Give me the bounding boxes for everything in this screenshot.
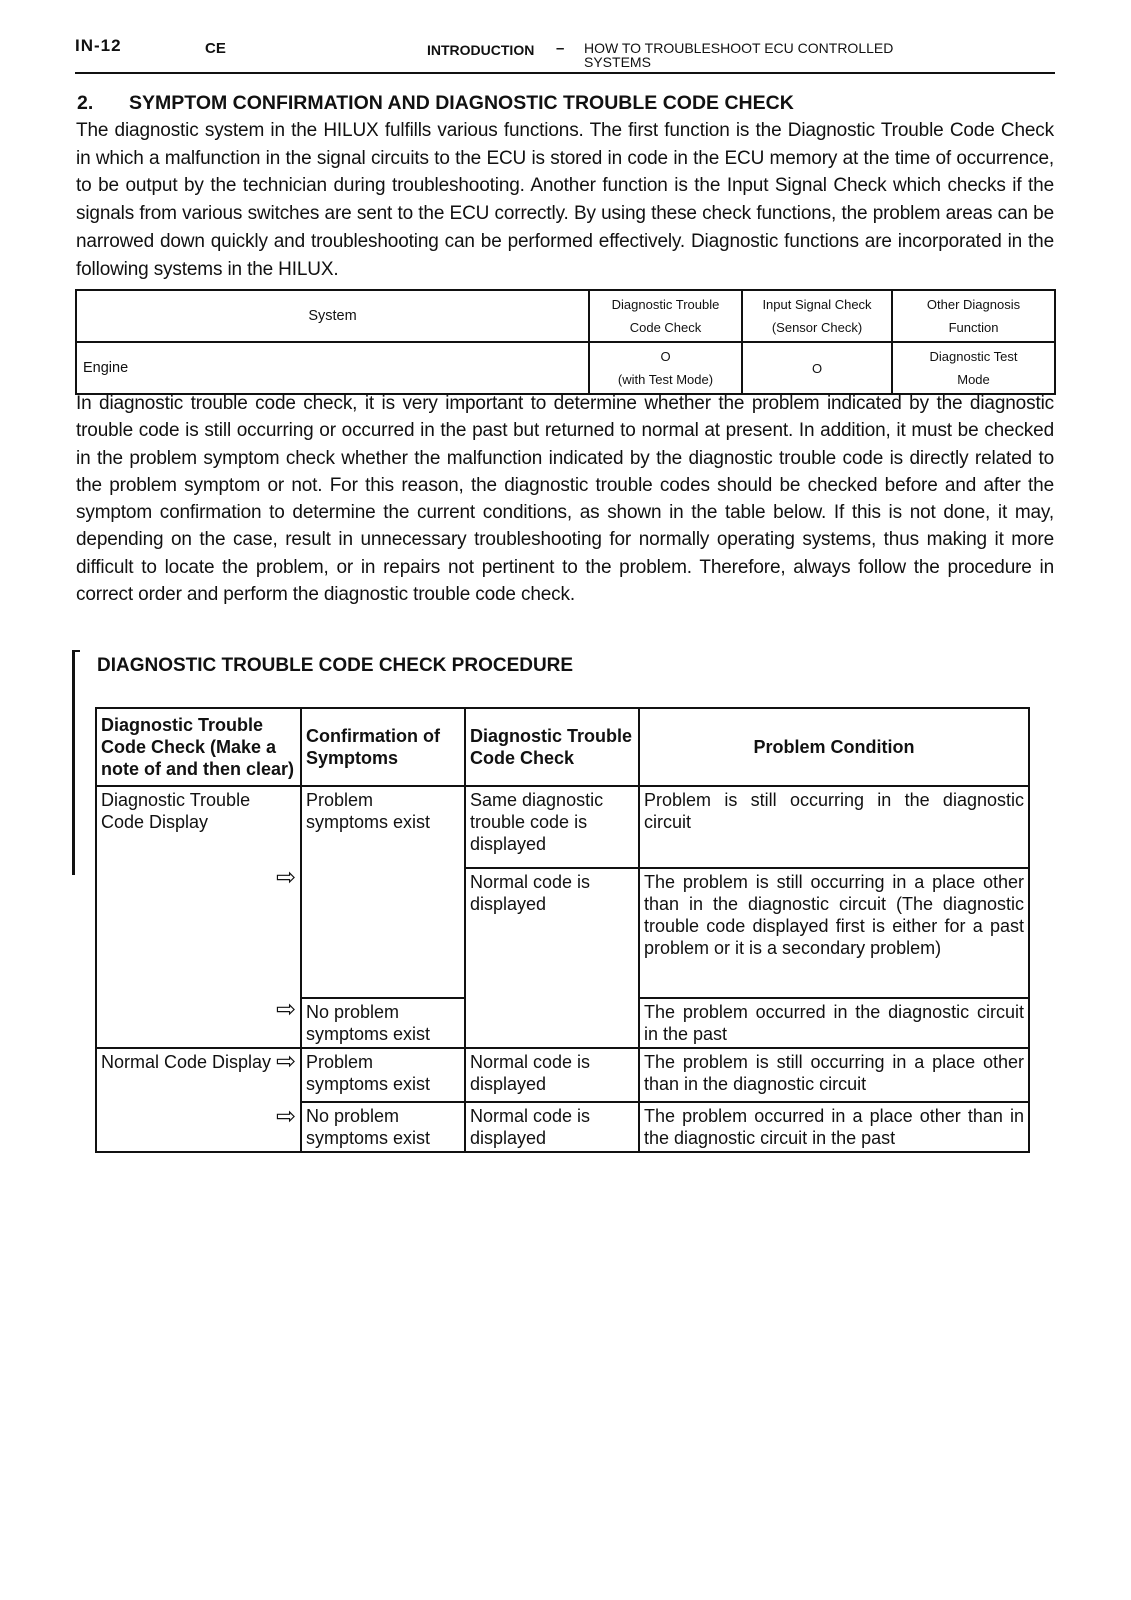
header-dtc-check-second: Diagnostic Trouble Code Check	[465, 708, 639, 786]
subsection-line-2: SYSTEMS	[584, 54, 651, 70]
cell-condition-3: The problem occurred in the diagnostic circuit in the past	[639, 998, 1029, 1048]
cell-symptoms-exist: Problem symptoms exist	[301, 786, 465, 998]
dtc-procedure-table	[95, 707, 1030, 1153]
page-number: IN-12	[75, 36, 122, 55]
arrow-right-icon: ⇨	[276, 1048, 297, 1075]
section-title	[77, 92, 794, 115]
table-row	[96, 1048, 1029, 1102]
header-rule	[75, 72, 1055, 74]
cell-no-symptoms-2: No problem symptoms exist	[301, 1102, 465, 1152]
system-engine: Engine	[76, 342, 589, 394]
header-dtc-line1: Diagnostic Trouble	[611, 297, 720, 312]
header-other-line2: Function	[948, 320, 999, 335]
header-other-line1: Other Diagnosis	[926, 297, 1021, 312]
section-heading: INTRODUCTION	[427, 42, 535, 58]
header-confirmation: Confirmation of Symptoms	[301, 708, 465, 786]
header-dtc-line2: Code Check	[629, 320, 702, 335]
manual-logo: CE	[205, 40, 226, 57]
table-row	[96, 786, 1029, 868]
header-other-diagnosis	[892, 290, 1055, 342]
intro-paragraph: The diagnostic system in the HILUX fulfills various functions. The first function is the Diagnostic Trouble Code Check in which a malfunction in the signal circuits to the ECU is stored in code in the ECU memory at the time of occurrence, to be output by the technician during troubleshooting. Another function is the Input Signal Check which checks if the signals from various switches are sent to the ECU correctly. By using these check functions, the problem areas can be narrowed down quickly and troubleshooting can be performed effectively. Diagnostic functions are incorporated in the following systems in the HILUX.	[76, 120, 1054, 280]
dtc-explanation-paragraph: In diagnostic trouble code check, it is very important to determine whether the problem indicated by the diagnostic trouble code is still occurring or occurred in the past but returned to normal at present. In addition, it must be checked in the problem symptom check whether the malfunction indicated by the diagnostic trouble code is directly related to the problem symptom or not. For this reason, the diagnostic trouble codes should be checked before and after the symptom confirmation to determine the current conditions, as shown in the table below. If this is not done, it may, depending on the case, result in unnecessary troubleshooting for normally operating systems, thus making it more difficult to locate the problem, or in repairs not pertinent to the problem. Therefore, always follow the procedure in correct order and perform the diagnostic trouble code check.	[76, 393, 1054, 606]
procedure-title: DIAGNOSTIC TROUBLE CODE CHECK PROCEDURE	[97, 655, 574, 676]
subsection-line-1: HOW TO TROUBLESHOOT ECU CONTROLLED	[584, 40, 894, 56]
cell-normal-display: Normal Code Display	[96, 1048, 301, 1152]
arrow-right-icon: ⇨	[276, 1103, 297, 1130]
procedure-bracket	[72, 650, 75, 875]
subsection-heading	[584, 41, 893, 69]
cell-condition-2: The problem is still occurring in a place other than in the diagnostic circuit (The diagnostic trouble code displayed first is either for a past problem or it is a secondary problem)	[639, 868, 1029, 998]
other-line1: Diagnostic Test	[929, 349, 1018, 364]
cell-no-symptoms: No problem symptoms exist	[301, 998, 465, 1048]
arrow-right-icon: ⇨	[276, 864, 297, 891]
engine-dtc-check	[589, 342, 742, 394]
cell-condition-1: Problem is still occurring in the diagnostic circuit	[639, 786, 1029, 868]
header-dash: –	[556, 40, 565, 57]
arrow-right-icon: ⇨	[276, 996, 297, 1023]
cell-symptoms-exist-2: Problem symptoms exist	[301, 1048, 465, 1102]
header-input-line1: Input Signal Check	[762, 297, 872, 312]
header-dtc-check-first: Diagnostic Trouble Code Check (Make a note of and then clear)	[96, 708, 301, 786]
header-dtc-check	[589, 290, 742, 342]
cell-normal-code-3: Normal code is displayed	[465, 1102, 639, 1152]
procedure-header-row	[96, 708, 1029, 786]
cell-normal-code-2: Normal code is displayed	[465, 1048, 639, 1102]
other-line2: Mode	[957, 372, 990, 387]
cell-same-code: Same diagnostic trouble code is displayed	[465, 786, 639, 868]
cell-dtc-display: Diagnostic Trouble Code Display	[96, 786, 301, 1048]
header-system: System	[76, 290, 589, 342]
cell-condition-4: The problem is still occurring in a place other than in the diagnostic circuit	[639, 1048, 1029, 1102]
section-title-text: SYMPTOM CONFIRMATION AND DIAGNOSTIC TROUBLE CODE CHECK	[129, 92, 794, 114]
engine-input-signal: O	[742, 342, 892, 394]
header-input-line2: (Sensor Check)	[771, 320, 863, 335]
engine-other-diagnosis	[892, 342, 1055, 394]
cell-condition-5: The problem occurred in a place other than in the diagnostic circuit in the past	[639, 1102, 1029, 1152]
header-problem-condition: Problem Condition	[639, 708, 1029, 786]
cell-normal-code-1: Normal code is displayed	[465, 868, 639, 1048]
diagnostic-systems-table	[75, 289, 1056, 395]
table-row	[76, 342, 1055, 394]
dtc-mark: O	[660, 349, 671, 364]
dtc-note: (with Test Mode)	[617, 372, 714, 387]
section-number: 2.	[77, 92, 94, 114]
header-input-signal	[742, 290, 892, 342]
table-header-row	[76, 290, 1055, 342]
procedure-bracket-top	[72, 650, 80, 652]
